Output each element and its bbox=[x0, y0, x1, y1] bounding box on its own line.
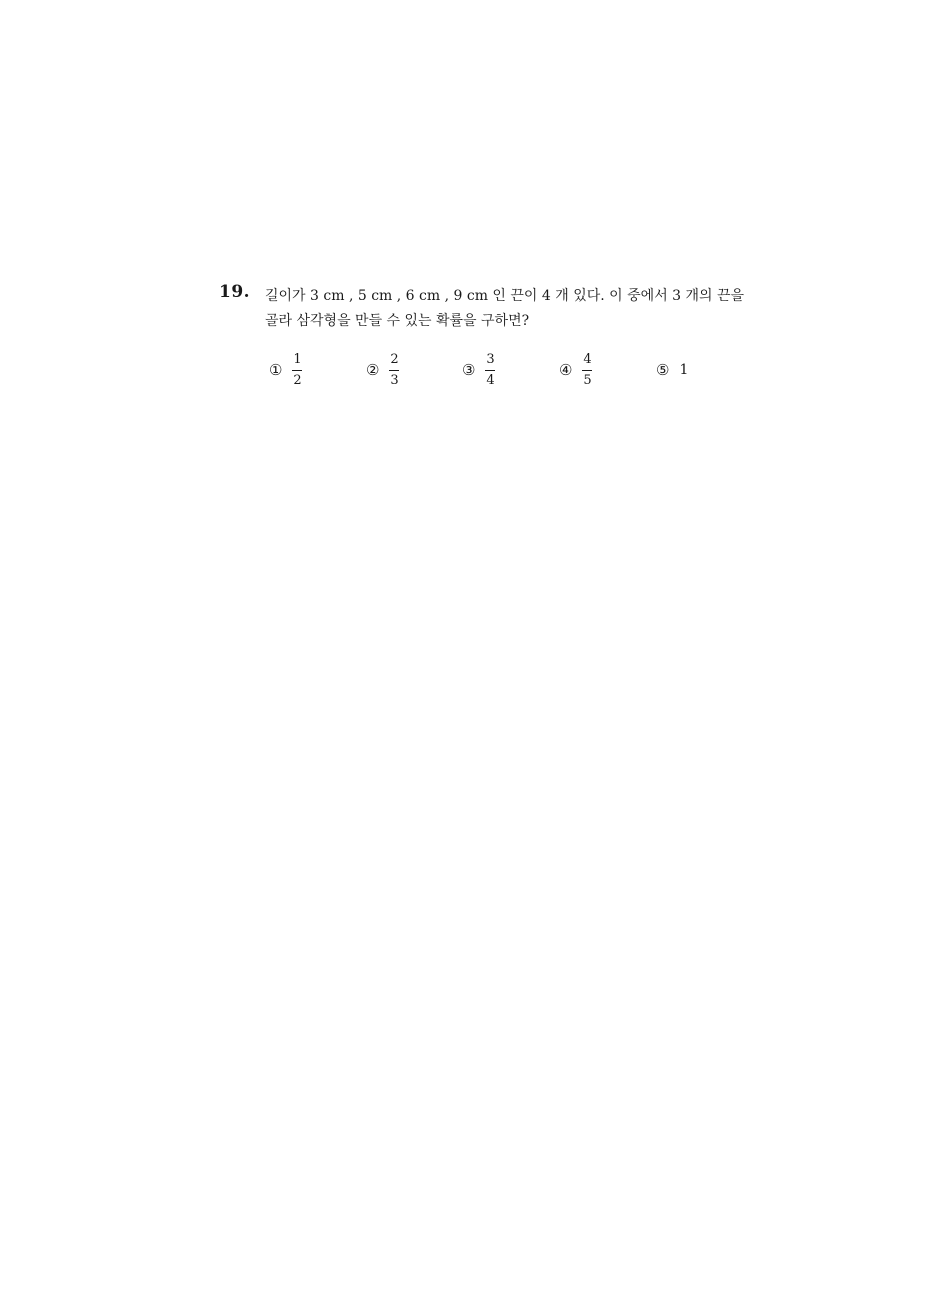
fraction-bar bbox=[582, 370, 592, 371]
choice-5-value: 1 bbox=[679, 362, 689, 378]
fraction-bar bbox=[292, 370, 302, 371]
choice-1[interactable] bbox=[269, 348, 302, 392]
choice-4-mark: ④ bbox=[559, 361, 573, 379]
question-number: 19. bbox=[219, 282, 251, 302]
question-stem bbox=[265, 284, 765, 334]
fraction-bar bbox=[485, 370, 495, 371]
choice-5-mark: ⑤ bbox=[656, 361, 670, 379]
choice-2-mark: ② bbox=[366, 361, 380, 379]
choice-5[interactable] bbox=[656, 348, 688, 392]
choice-2-denominator: 3 bbox=[390, 372, 399, 388]
choice-4-denominator: 5 bbox=[583, 372, 592, 388]
choice-4[interactable] bbox=[559, 348, 592, 392]
choice-3-fraction bbox=[485, 352, 495, 389]
choice-3-denominator: 4 bbox=[486, 372, 495, 388]
choice-1-fraction bbox=[292, 352, 302, 389]
choice-3[interactable] bbox=[462, 348, 495, 392]
choice-3-mark: ③ bbox=[462, 361, 476, 379]
choice-4-fraction bbox=[582, 352, 592, 389]
question-stem-line-2: 골라 삼각형을 만들 수 있는 확률을 구하면? bbox=[265, 313, 530, 329]
choice-2[interactable] bbox=[366, 348, 399, 392]
choice-1-numerator: 1 bbox=[293, 351, 302, 367]
choice-2-fraction bbox=[389, 352, 399, 389]
answer-choices bbox=[265, 348, 725, 392]
choice-4-numerator: 4 bbox=[583, 351, 592, 367]
choice-2-numerator: 2 bbox=[390, 351, 399, 367]
choice-1-mark: ① bbox=[269, 361, 283, 379]
choice-3-numerator: 3 bbox=[486, 351, 495, 367]
choice-1-denominator: 2 bbox=[293, 372, 302, 388]
fraction-bar bbox=[389, 370, 399, 371]
question-stem-line-1: 길이가 3 cm , 5 cm , 6 cm , 9 cm 인 끈이 4 개 있다. 이 중에서 3 개의 끈을 bbox=[265, 288, 745, 304]
